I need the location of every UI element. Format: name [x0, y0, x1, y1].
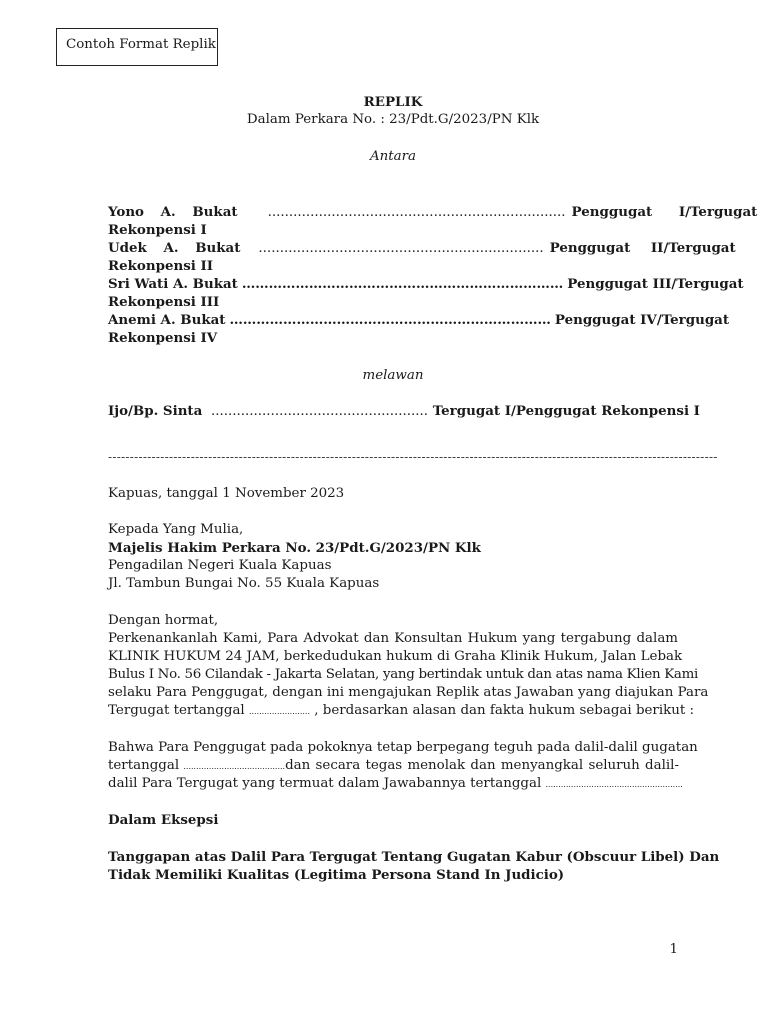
party-name: Anemi A. Bukat	[108, 312, 226, 328]
format-label-box: Contoh Format Replik	[56, 28, 218, 66]
party-role-continued: Rekonpensi IV	[108, 330, 218, 346]
addressee-to: Majelis Hakim Perkara No. 23/Pdt.G/2023/PN Klk	[108, 540, 481, 556]
paragraph-line: Perkenankanlah Kami, Para Advokat dan Konsultan Hukum yang tergabung dalam	[108, 631, 678, 646]
salutation: Dengan hormat,	[108, 613, 219, 628]
party-dots: ...................................................................	[258, 241, 544, 256]
paragraph-line: dalil Para Tergugat yang termuat dalam Jawabannya tertanggal ......................................................	[108, 776, 683, 791]
party-line	[108, 239, 736, 257]
section-heading: Dalam Eksepsi	[108, 812, 219, 828]
addressee-block	[108, 521, 678, 593]
document-title: REPLIK	[363, 94, 423, 110]
party-name: Yono A. Bukat	[108, 204, 238, 220]
paragraph-line: KLINIK HUKUM 24 JAM, berkedudukan hukum di Graha Klinik Hukum, Jalan Lebak	[108, 649, 683, 664]
paragraph-line: Bahwa Para Penggugat pada pokoknya tetap berpegang teguh pada dalil-dalil gugatan	[108, 740, 698, 755]
case-number-line: Dalam Perkara No. : 23/Pdt.G/2023/PN Klk	[246, 112, 540, 127]
opening-paragraph	[108, 612, 709, 720]
blank-dots: ......................................................	[545, 780, 683, 789]
party-dots: ………………………………………………………………	[241, 276, 564, 292]
party-dots: ………………………………………………………………	[229, 312, 551, 328]
page-number: 1	[669, 942, 678, 957]
blank-dots: ........................................	[183, 762, 286, 771]
party-dots: ......................................................................	[267, 205, 566, 220]
party-line	[108, 275, 744, 293]
between-label: Antara	[369, 149, 417, 164]
party-line	[108, 311, 730, 329]
plaintiffs-list	[108, 203, 758, 347]
party-role-continued: Rekonpensi I	[108, 222, 207, 238]
party-name: Sri Wati A. Bukat	[108, 276, 238, 292]
addressee-greeting: Kepada Yang Mulia,	[108, 522, 244, 537]
party-name: Udek A. Bukat	[108, 240, 241, 256]
party-role-continued: Rekonpensi II	[108, 258, 214, 274]
paragraph-line: tertanggal ........................................ dan secara tegas menolak dan menyangkal seluruh dalil-	[108, 758, 679, 773]
party-role: Penggugat I/Tergugat	[571, 204, 758, 220]
blank-dots: ........................	[248, 707, 310, 716]
party-role: Penggugat IV/Tergugat	[554, 312, 730, 328]
sub-heading: Tanggapan atas Dalil Para Tergugat Tentang Gugatan Kabur (Obscuur Libel) Dan Tidak Memiliki Kualitas (Legitima Persona Stand In Judicio)	[108, 849, 720, 883]
defendant-line	[108, 402, 700, 420]
party-role: Tergugat I/Penggugat Rekonpensi I	[432, 403, 700, 419]
party-role: Penggugat II/Tergugat	[549, 240, 736, 256]
addressee-court: Pengadilan Negeri Kuala Kapuas	[108, 558, 332, 573]
party-line	[108, 203, 758, 221]
paragraph-line: selaku Para Penggugat, dengan ini mengajukan Replik atas Jawaban yang diajukan Para	[108, 685, 709, 700]
second-paragraph	[108, 739, 698, 793]
separator-line: --------------------------------------------------------------------------------------------------------------------------------------------	[108, 450, 718, 464]
party-role-continued: Rekonpensi III	[108, 294, 220, 310]
addressee-address: Jl. Tambun Bungai No. 55 Kuala Kapuas	[108, 576, 380, 591]
place-date: Kapuas, tanggal 1 November 2023	[108, 486, 345, 501]
party-name: Ijo/Bp. Sinta	[108, 403, 203, 419]
party-dots: ...................................................	[210, 404, 429, 419]
party-role: Penggugat III/Tergugat	[567, 276, 744, 292]
paragraph-line: Tergugat tertanggal ........................ , berdasarkan alasan dan fakta hukum sebagai berikut :	[108, 703, 695, 718]
paragraph-line: Bulus I No. 56 Cilandak - Jakarta Selatan, yang bertindak untuk dan atas nama Klien Kami	[108, 667, 698, 682]
versus-label: melawan	[362, 368, 424, 383]
